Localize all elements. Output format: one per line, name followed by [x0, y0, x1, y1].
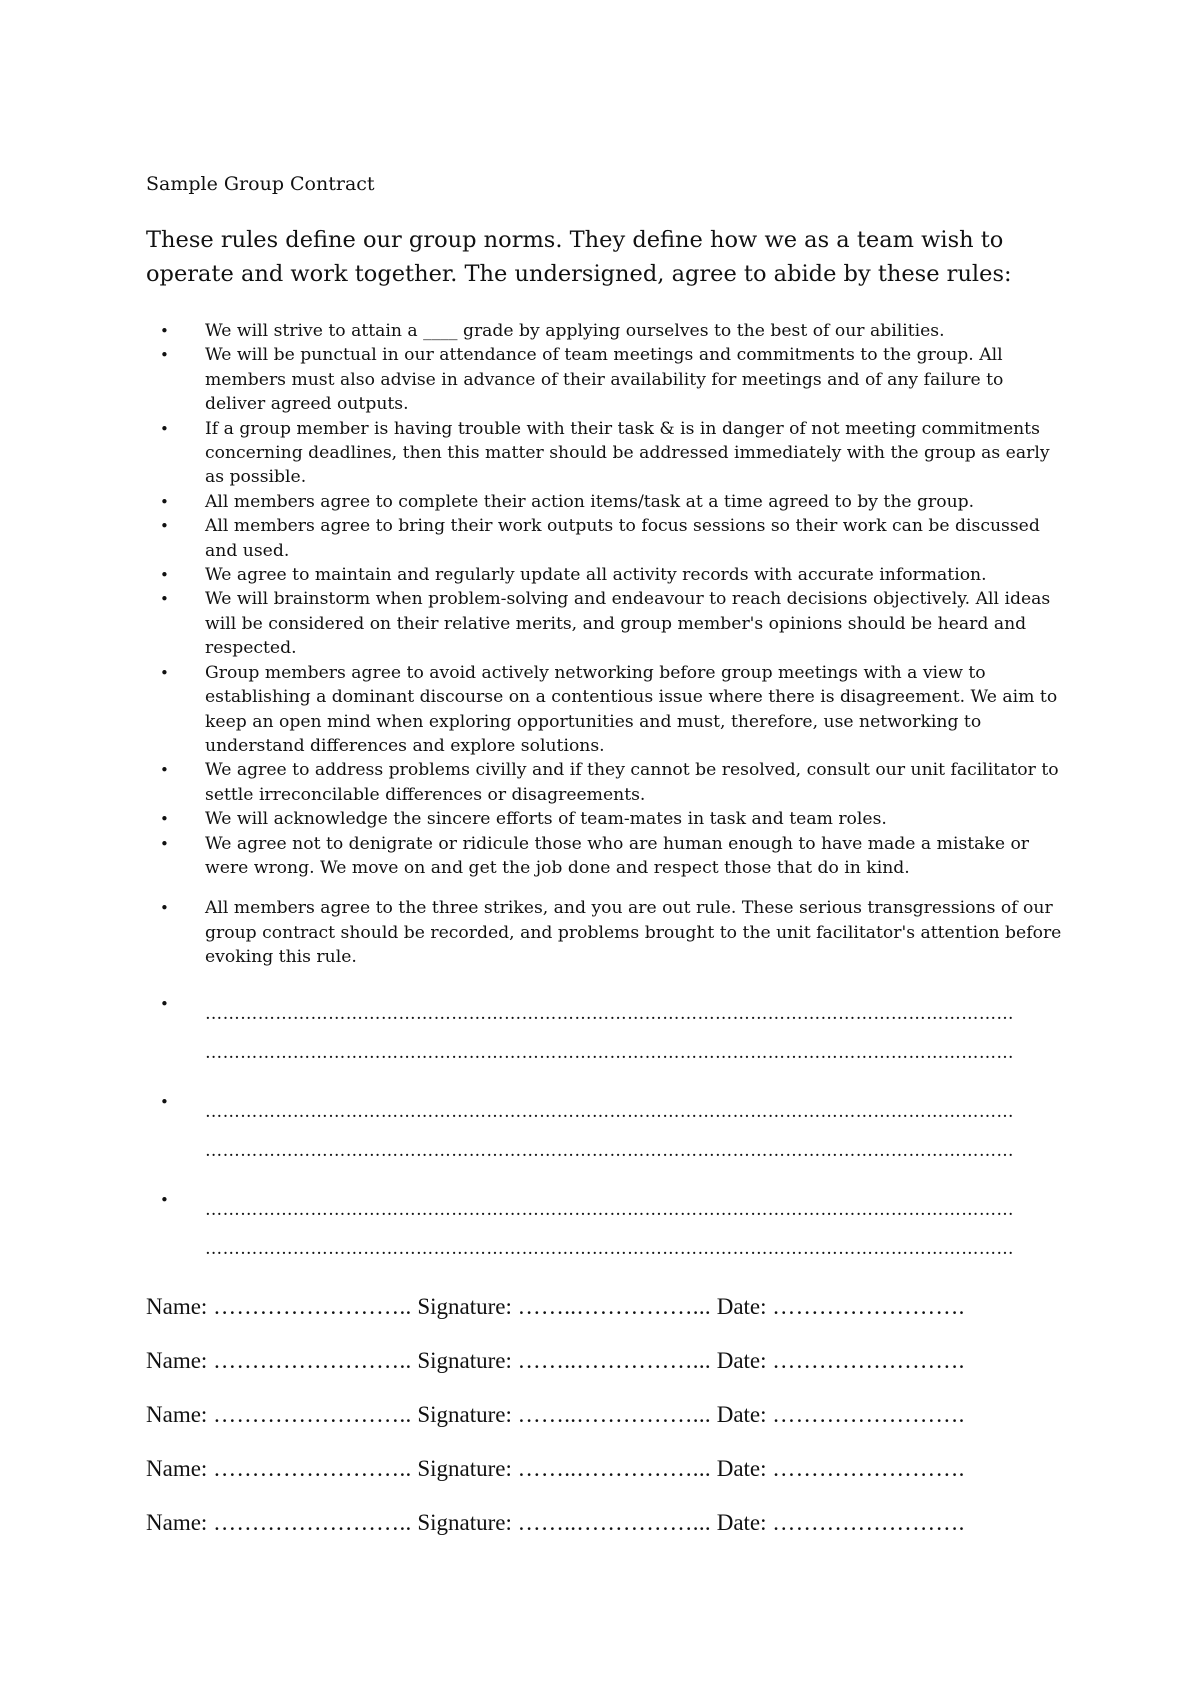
bullet-icon: • — [160, 1093, 169, 1111]
dotted-fill-line[interactable]: ………………………………………………………………………………………………………………………… — [205, 1200, 1015, 1220]
signature-field[interactable]: ……..……………... — [517, 1294, 711, 1319]
signature-row — [146, 1344, 1086, 1398]
signature-field[interactable]: ……..……………... — [517, 1456, 711, 1481]
rule-item — [146, 490, 1066, 514]
date-label: Date: — [716, 1456, 767, 1481]
name-field[interactable]: …………………….. — [213, 1510, 412, 1535]
name-label: Name: — [146, 1294, 208, 1319]
name-field[interactable]: …………………….. — [213, 1402, 412, 1427]
rule-text: We agree to address problems civilly and if they cannot be resolved, consult our unit facilitator to settle irreconcilable differences or disagreements. — [205, 760, 1059, 805]
signature-field[interactable]: ……..……………... — [517, 1348, 711, 1373]
name-label: Name: — [146, 1402, 208, 1427]
rule-item — [146, 758, 1066, 807]
signature-label: Signature: — [417, 1348, 512, 1373]
signature-row — [146, 1506, 1086, 1560]
rule-text: We agree not to denigrate or ridicule those who are human enough to have made a mistake or were wrong. We move on and get the job done and respect those that do in kind. — [205, 833, 1030, 878]
bullet-icon: • — [160, 761, 169, 780]
signature-row — [146, 1398, 1086, 1452]
signature-row — [146, 1290, 1086, 1344]
bullet-icon: • — [160, 834, 169, 853]
signature-label: Signature: — [417, 1510, 512, 1535]
rule-item — [146, 832, 1066, 881]
signature-label: Signature: — [417, 1294, 512, 1319]
blank-rule-item[interactable] — [146, 1191, 1066, 1289]
rule-text: We will strive to attain a ____ grade by applying ourselves to the best of our abilities. — [205, 321, 945, 341]
rule-text: If a group member is having trouble with their task & is in danger of not meeting commitments concerning deadlines, then this matter should be addressed immediately with the group as early as possible. — [205, 418, 1050, 488]
bullet-icon: • — [160, 1191, 169, 1209]
blank-rule-item[interactable] — [146, 1093, 1066, 1191]
bullet-icon: • — [160, 810, 169, 829]
dotted-fill-line[interactable]: ………………………………………………………………………………………………………………………… — [205, 1239, 1015, 1259]
date-field[interactable]: ……………………. — [772, 1510, 965, 1535]
rule-text: All members agree to complete their action items/task at a time agreed to by the group. — [205, 491, 975, 512]
rule-item — [146, 896, 1066, 969]
signature-field[interactable]: ……..……………... — [517, 1402, 711, 1427]
date-field[interactable]: ……………………. — [772, 1348, 965, 1373]
name-field[interactable]: …………………….. — [213, 1348, 412, 1373]
rule-text: Group members agree to avoid actively networking before group meetings with a view to establishing a dominant discourse on a contentious issue where there is disagreement. We aim to keep an open mind when exploring opportunities and must, therefore, use networking to understand differences and explore solutions. — [205, 662, 1058, 756]
signature-label: Signature: — [417, 1402, 512, 1427]
date-field[interactable]: ……………………. — [772, 1402, 965, 1427]
signature-label: Signature: — [417, 1456, 512, 1481]
bullet-icon: • — [160, 566, 169, 585]
rule-item — [146, 563, 1066, 587]
date-field[interactable]: ……………………. — [772, 1294, 965, 1319]
date-label: Date: — [716, 1348, 767, 1373]
rule-text: We will acknowledge the sincere efforts of team-mates in task and team roles. — [205, 809, 887, 830]
dotted-fill-line[interactable]: ………………………………………………………………………………………………………………………… — [205, 1102, 1015, 1122]
signature-row — [146, 1452, 1086, 1506]
rule-item — [146, 514, 1066, 563]
signature-block — [146, 1290, 1086, 1560]
dotted-fill-line[interactable]: ………………………………………………………………………………………………………………………… — [205, 1043, 1015, 1063]
date-field[interactable]: ……………………. — [772, 1456, 965, 1481]
rule-item — [146, 807, 1066, 831]
bullet-icon: • — [160, 419, 169, 438]
bullet-icon: • — [160, 322, 169, 340]
name-label: Name: — [146, 1510, 208, 1535]
bullet-icon: • — [160, 899, 169, 918]
rule-text: We will be punctual in our attendance of team meetings and commitments to the group. All members must also advise in advance of their availability for meetings and of any failure to deliver agreed outputs. — [205, 345, 1004, 415]
name-label: Name: — [146, 1348, 208, 1373]
name-label: Name: — [146, 1456, 208, 1481]
document-heading: Sample Group Contract — [146, 173, 375, 195]
rule-text: We agree to maintain and regularly update all activity records with accurate information. — [205, 565, 987, 586]
rule-item — [146, 661, 1066, 759]
bullet-icon: • — [160, 995, 169, 1013]
intro-paragraph: These rules define our group norms. They define how we as a team wish to operate and work together. The undersigned, agree to abide by these rules: — [146, 227, 1012, 287]
bullet-icon: • — [160, 517, 169, 536]
date-label: Date: — [716, 1294, 767, 1319]
bullet-icon: • — [160, 346, 169, 365]
rule-text: We will brainstorm when problem-solving and endeavour to reach decisions objectively. All ideas will be considered on their relative merits, and group member's opinions should be heard and respected. — [205, 589, 1051, 659]
name-field[interactable]: …………………….. — [213, 1456, 412, 1481]
blank-rules-list — [146, 995, 1066, 1289]
rule-text: All members agree to bring their work outputs to focus sessions so their work can be discussed and used. — [205, 516, 1040, 561]
date-label: Date: — [716, 1510, 767, 1535]
name-field[interactable]: …………………….. — [213, 1294, 412, 1319]
rule-item — [146, 319, 1066, 343]
rule-item — [146, 417, 1066, 490]
bullet-icon: • — [160, 663, 169, 682]
bullet-icon: • — [160, 492, 169, 511]
rule-item — [146, 587, 1066, 660]
date-label: Date: — [716, 1402, 767, 1427]
bullet-icon: • — [160, 590, 169, 609]
dotted-fill-line[interactable]: ………………………………………………………………………………………………………………………… — [205, 1004, 1015, 1024]
rule-item — [146, 343, 1066, 416]
blank-rule-item[interactable] — [146, 995, 1066, 1093]
signature-field[interactable]: ……..……………... — [517, 1510, 711, 1535]
rule-text: All members agree to the three strikes, and you are out rule. These serious transgressions of our group contract should be recorded, and problems brought to the unit facilitator's attention before evoking this rule. — [205, 898, 1062, 968]
dotted-fill-line[interactable]: ………………………………………………………………………………………………………………………… — [205, 1141, 1015, 1161]
rules-list — [146, 319, 1066, 970]
